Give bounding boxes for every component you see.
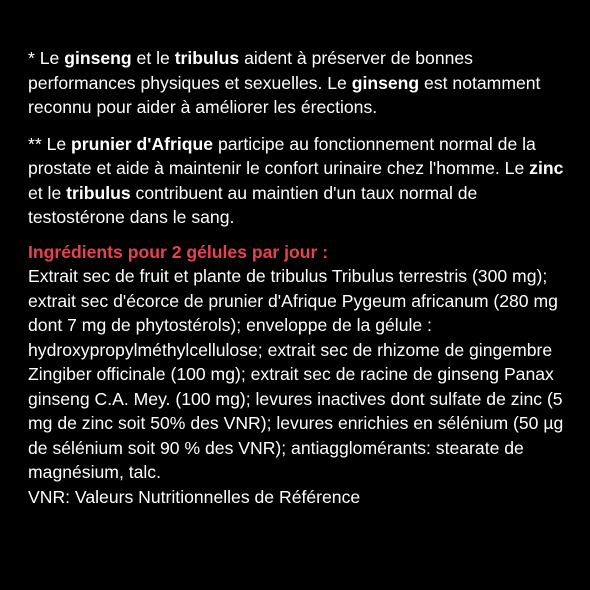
note1-bold-tribulus: tribulus [174,48,240,68]
ingredients-heading: Ingrédients pour 2 gélules par jour : [28,241,329,262]
label-text-block [28,46,568,509]
note2-text-3: et le [28,182,67,203]
vnr-definition: VNR: Valeurs Nutritionnelles de Référence [28,486,361,507]
note2-bold-tribulus: tribulus [66,182,131,203]
note1-text-2: et le [131,48,175,68]
note2-text-4: contribuent au maintien d'un taux normal de testostérone dans le sang. [28,182,478,227]
ingredients-section [28,240,568,510]
note-ginseng-tribulus [28,46,568,120]
note1-bold-ginseng: ginseng [64,48,132,68]
note2-text-2: participe au fonctionnement normal de la prostate et aide à maintenir le confort urinaire chez l'homme. Le [28,133,536,178]
note-prunier-zinc [28,132,568,230]
note1-text-4: est notamment reconnu pour aider à améliorer les érections. [28,72,541,117]
note1-text-1: * Le [28,48,65,68]
note2-bold-zinc: zinc [529,158,564,178]
note2-text-1: ** Le [28,133,72,154]
note2-bold-prunier: prunier d'Afrique [71,133,214,154]
note1-text-3: aident à préserver de bonnes performances physiques et sexuelles. Le [28,48,473,93]
note1-bold-ginseng-2: ginseng [351,72,420,93]
ingredients-list: Extrait sec de fruit et plante de tribulus Tribulus terrestris (300 mg); extrait sec d'écorce de prunier d'Afrique Pygeum africanum (280 mg dont 7 mg de phytostérols); enveloppe de la gélule : hydroxypropylméthylcellulose; extrait sec de rhizome de gingembre Zingiber officinale (100 mg); extrait sec de racine de ginseng Panax ginseng C.A. Mey. (100 mg); levures inactives dont sulfate de zinc (5 mg de zinc soit 50% des VNR); levures enrichies en sélénium (50 µg de sélénium soit 90 % des VNR); antiagglomérants: stearate de magnésium, talc. [28,266,564,482]
